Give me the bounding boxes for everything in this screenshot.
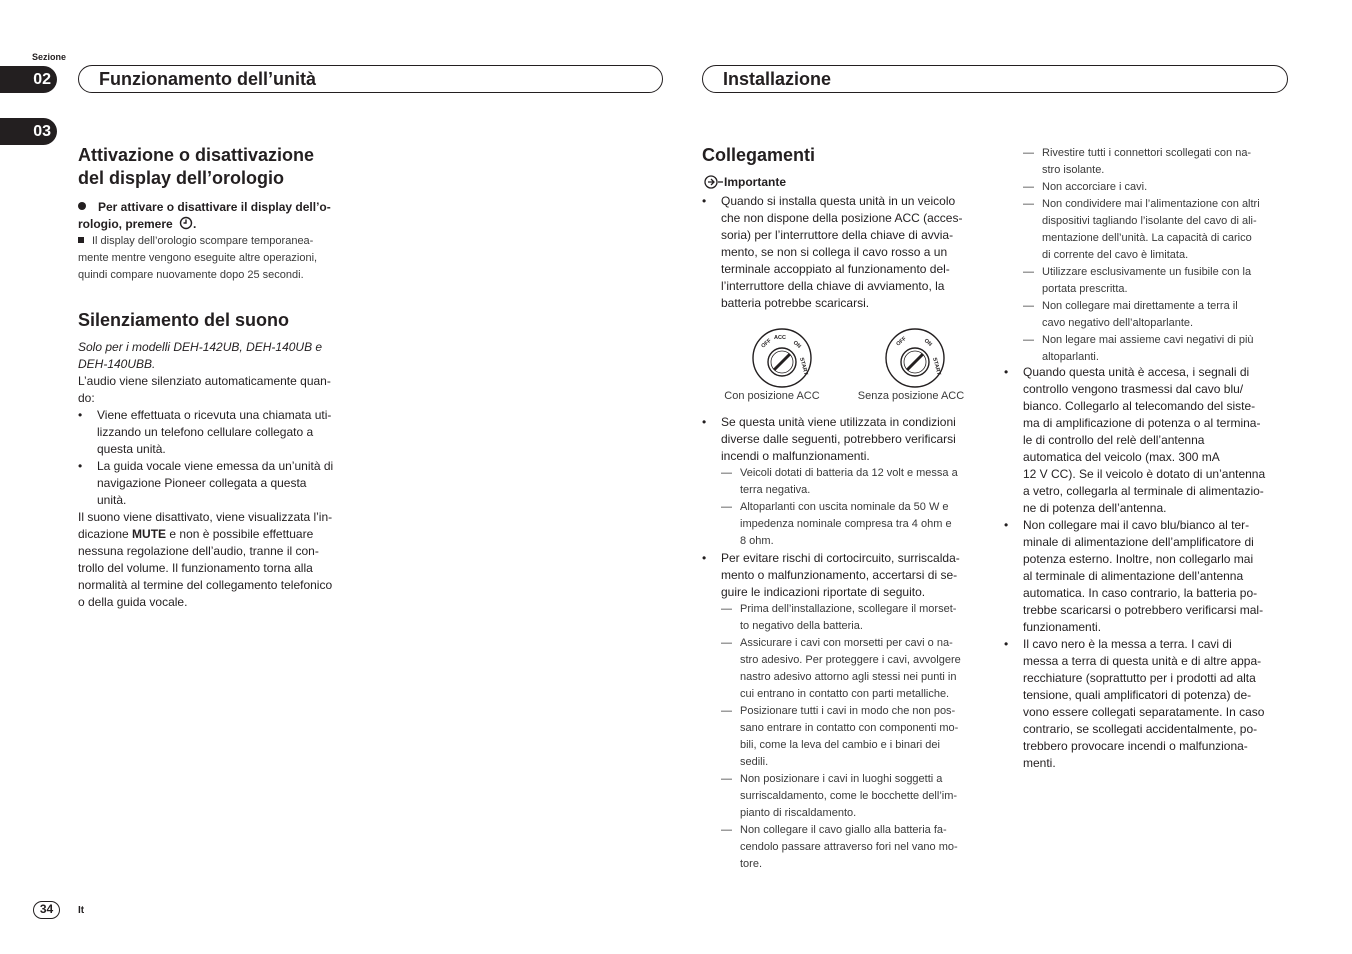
list-item: • Il cavo nero è la messa a terra. I cavi di messa a terra di questa unità e di altre appa- recchiature (soprattutto per i prodotti ad alta tensione, quali amplificatori di potenza) de- vono essere collegati separatamente. In caso contrario, se scollegati accidentalmente, po- trebbero provocare incendi o malfunziona- menti.: [1004, 636, 1304, 772]
connections-title: Collegamenti: [702, 145, 816, 165]
list-item: • Se questa unità viene utilizzata in condizioni diverse dalle seguenti, potrebbero verificarsi incendi o malfunzionamenti. — Veicoli dotati di batteria da 12 volt e messa a terra negativa. — Altoparlanti con uscita nominale da 50 W e impedenza nominale compresa tra 4 ohm e 8 ohm.: [702, 414, 992, 550]
clock-title: Attivazione o disattivazione del display dell’orologio: [78, 145, 315, 188]
list-item: • Non collegare mai il cavo blu/bianco al ter- minale di alimentazione dell’amplificatore di potenza esterno. Inoltre, non collegarlo mai al terminale di alimentazione dell’antenna automatica. In caso contrario, la batteria po- trebbe scaricarsi o potrebbero verificarsi mal- funzionamenti.: [1004, 517, 1304, 636]
language-code: It: [78, 905, 85, 916]
left-section-header: Funzionamento dell’unità: [78, 65, 663, 93]
mute-body: Solo per i modelli DEH-142UB, DEH-140UB e DEH-140UBB. L’audio viene silenziato automaticamente quan- do: • Viene effettuata o ricevuta una chiamata uti- lizzando un telefono cellulare collegato a questa unità. • La guida vocale viene emessa da un’unità di navigazione Pioneer collegata a questa unità. Il suono viene disattivato, viene visualizzata l’in- dicazione MUTE e non è possibile effettuare nessuna regolazione dell’audio, tranne il con- trollo del volume. Il funzionamento torna alla normalità al termine del collegamento telefonico o della guida vocale.: [78, 339, 368, 611]
list-item: — Non accorciare i cavi.: [1023, 179, 1313, 196]
list-item: — Assicurare i cavi con morsetti per cavi o na- stro adesivo. Per proteggere i cavi, avvolgere nastro adesivo attorno agli stessi nei punti in cui entrano in contatto con parti metalliche.: [721, 635, 992, 703]
list-item: • Per evitare rischi di cortocircuito, surriscalda- mento o malfunzionamento, accertarsi di se- guire le indicazioni riportate di seguito. — Prima dell’installazione, scollegare il morset- to negativo della batteria. — Assicurare i cavi con morsetti per cavi o na- stro adesivo. Per proteggere i cavi, avvolgere nastro adesivo attorno agli stessi nei punti in cui entrano in contatto con parti metalliche. — Posizionare tutti i cavi in modo che non pos- sano entrare in contatto con componenti mo- bili, come la leva del cambio e i binari dei sedili. — Non posizionare i cavi in luoghi soggetti a surriscaldamento, come le bocchette dell’im- pianto di riscaldamento. — Non collegare il cavo giallo alla batteria fa- cendolo passare attraverso fori nel vano mo- tore.: [702, 550, 992, 873]
list-item: — Veicoli dotati di batteria da 12 volt e messa a terra negativa.: [721, 465, 992, 499]
list-item: — Non collegare il cavo giallo alla batteria fa- cendolo passare attraverso fori nel vano mo- tore.: [721, 822, 992, 873]
list-item: — Non posizionare i cavi in luoghi soggetti a surriscaldamento, come le bocchette dell’im- pianto di riscaldamento.: [721, 771, 992, 822]
svg-text:ON: ON: [922, 337, 933, 348]
connections-right-bullets: [1004, 364, 1304, 772]
page-number: 34: [33, 901, 60, 919]
section-label: Sezione: [32, 52, 67, 62]
list-item: — Prima dell’installazione, scollegare il morset- to negativo della batteria.: [721, 601, 992, 635]
solid-bullet-icon: [78, 202, 86, 210]
ignition-switch-no-acc-icon: [883, 326, 947, 390]
list-item: • Quando si installa questa unità in un veicolo che non dispone della posizione ACC (acces- soria) per l’interruttore della chiave di avvia- mento, se non si collega il cavo rosso a un terminale accoppiato al funzionamento del- l’interruttore della chiave di avviamento, la batteria potrebbe scaricarsi.: [702, 193, 992, 312]
list-item: — Non condividere mai l’alimentazione con altri dispositivi tagliando l’isolante del cavo di ali- mentazione dell’unità. La capacità di carico di corrente del cavo è limitata.: [1023, 196, 1313, 264]
ignition-switch-acc-icon: [750, 326, 814, 390]
clock-note: Il display dell’orologio scompare temporanea- mente mentre vengono eseguite altre operazioni, quindi compare nuovamente dopo 25 secondi.: [78, 235, 318, 281]
svg-text:OFF: OFF: [760, 337, 773, 350]
list-item: • La guida vocale viene emessa da un’unità di navigazione Pioneer collegata a questa unità.: [78, 458, 368, 509]
list-item: • Viene effettuata o ricevuta una chiamata uti- lizzando un telefono cellulare collegato a questa unità.: [78, 407, 368, 458]
important-label: Importante: [702, 174, 786, 191]
connections-bullet-1: [702, 193, 992, 312]
connections-right-column: [1023, 145, 1313, 366]
caption-acc: Con posizione ACC: [724, 390, 820, 402]
caption-no-acc: Senza posizione ACC: [857, 390, 965, 402]
list-item: — Utilizzare esclusivamente un fusibile con la portata prescritta.: [1023, 264, 1313, 298]
section-tab-03: 03: [0, 118, 57, 145]
svg-text:START: START: [931, 356, 942, 376]
important-icon: [702, 175, 724, 189]
note-square-icon: [78, 237, 84, 243]
clock-instruction: Per attivare o disattivare il display dell’o- rologio, premere .: [78, 200, 331, 231]
connections-bullets-2-3: [702, 414, 992, 873]
mute-indicator: MUTE: [132, 527, 167, 541]
svg-text:OFF: OFF: [895, 335, 908, 348]
list-item: — Non legare mai assieme cavi negativi di più altoparlanti.: [1023, 332, 1313, 366]
right-section-header: Installazione: [702, 65, 1288, 93]
list-item: — Posizionare tutti i cavi in modo che non pos- sano entrare in contatto con componenti mo- bili, come la leva del cambio e i binari dei sedili.: [721, 703, 992, 771]
list-item: • Quando questa unità è accesa, i segnali di controllo vengono trasmessi dal cavo blu/ bianco. Collegarlo al telecomando del siste- ma di amplificazione di potenza o al termina- le di controllo del relè dell’antenna automatica del veicolo (max. 300 mA 12 V CC). Se il veicolo è dotato di un’antenna a vetro, collegarla al terminale di alimentazio- ne di potenza dell’antenna.: [1004, 364, 1304, 517]
clock-icon: [179, 216, 193, 230]
list-item: — Non collegare mai direttamente a terra il cavo negativo dell’altoparlante.: [1023, 298, 1313, 332]
mute-title: Silenziamento del suono: [78, 310, 290, 330]
list-item: — Rivestire tutti i connettori scollegati con na- stro isolante.: [1023, 145, 1313, 179]
section-tab-02: 02: [0, 66, 57, 93]
list-item: — Altoparlanti con uscita nominale da 50 W e impedenza nominale compresa tra 4 ohm e 8 ohm.: [721, 499, 992, 550]
svg-text:ACC: ACC: [774, 335, 786, 341]
svg-text:ON: ON: [791, 339, 802, 350]
svg-text:START: START: [798, 356, 809, 376]
